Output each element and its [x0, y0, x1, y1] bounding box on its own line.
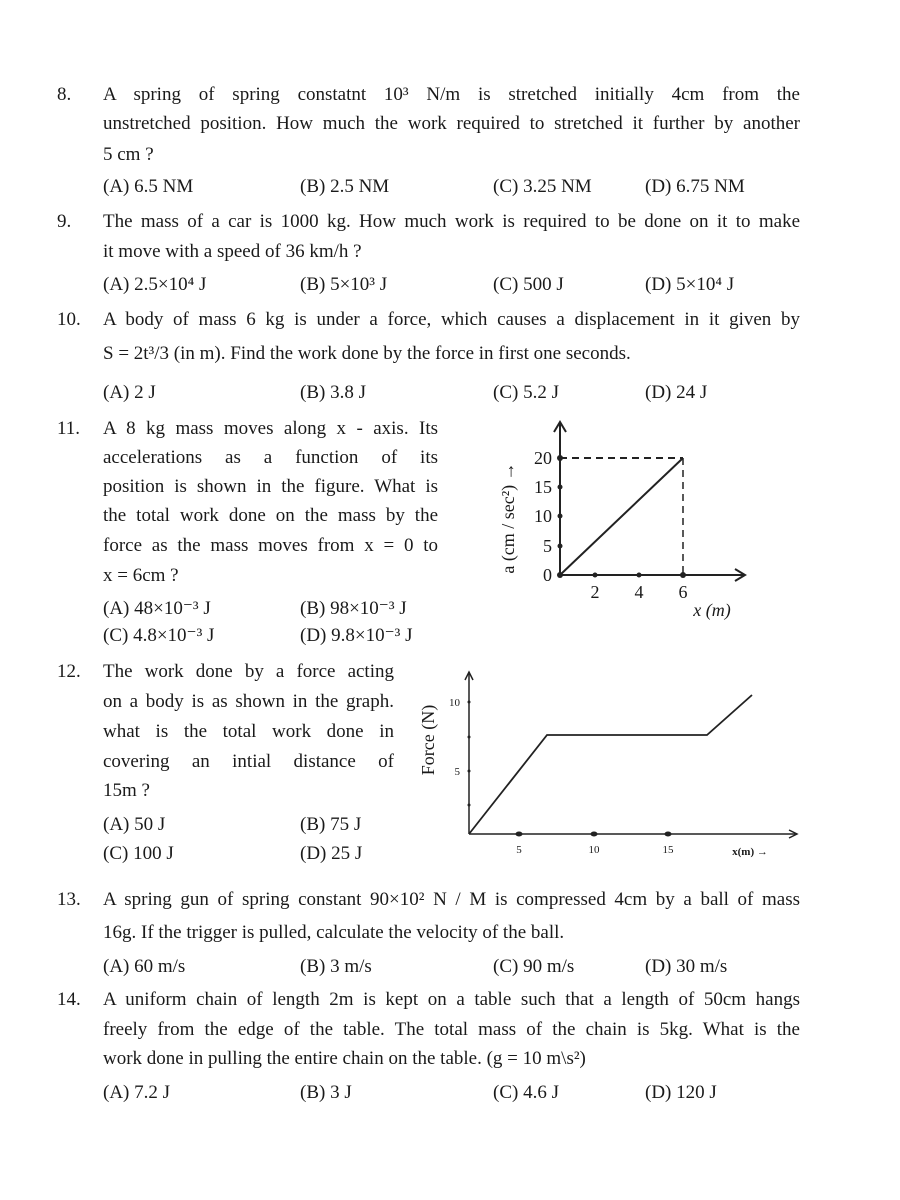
answer-option-c[interactable]: (C) 3.25 NM [493, 176, 592, 197]
answer-option-a[interactable]: (A) 6.5 NM [103, 176, 194, 197]
y-tick-label: 0 [543, 565, 552, 585]
answer-option-c[interactable]: (C) 4.8×10⁻³ J [103, 625, 215, 646]
answer-option-a[interactable]: (A) 7.2 J [103, 1082, 171, 1103]
question-text-line: A uniform chain of length 2m is kept on a table such that a length of 50cm hangs [103, 989, 800, 1010]
answer-option-c[interactable]: (C) 500 J [493, 274, 564, 295]
question-text-line: freely from the edge of the table. The total mass of the chain is 5kg. What is the [103, 1019, 800, 1040]
answer-option-a[interactable]: (A) 2.5×10⁴ J [103, 274, 207, 295]
x-tick-label: 2 [590, 582, 600, 602]
answer-option-d[interactable]: (D) 9.8×10⁻³ J [300, 625, 413, 646]
answer-option-d[interactable]: (D) 30 m/s [645, 956, 728, 977]
answer-option-c[interactable]: (C) 4.6 J [493, 1082, 559, 1103]
answer-option-a[interactable]: (A) 50 J [103, 814, 166, 835]
answer-option-c[interactable]: (C) 90 m/s [493, 956, 575, 977]
figure-12-force-graph [410, 660, 810, 870]
question-text-line: what is the total work done in [103, 721, 394, 742]
answer-option-d[interactable]: (D) 120 J [645, 1082, 717, 1103]
y-tick-label: 10 [449, 697, 460, 709]
question-text-line: A body of mass 6 kg is under a force, which causes a displacement in it given by [103, 309, 800, 330]
answer-option-a[interactable]: (A) 48×10⁻³ J [103, 598, 211, 619]
answer-option-b[interactable]: (B) 5×10³ J [300, 274, 388, 295]
question-text-line: The work done by a force acting [103, 661, 394, 682]
x-axis-label: x (m) [693, 600, 731, 620]
question-text-line: it move with a speed of 36 km/h ? [103, 241, 362, 262]
question-number: 12. [57, 661, 81, 682]
answer-option-b[interactable]: (B) 2.5 NM [300, 176, 390, 197]
answer-option-d[interactable]: (D) 25 J [300, 843, 363, 864]
answer-option-b[interactable]: (B) 98×10⁻³ J [300, 598, 407, 619]
question-number: 11. [57, 418, 81, 439]
figure-11-acceleration-graph [490, 410, 760, 630]
x-tick-label: 6 [678, 582, 688, 602]
question-text-line: accelerations as a function of its [103, 447, 438, 468]
answer-option-d[interactable]: (D) 5×10⁴ J [645, 274, 735, 295]
question-text-line: 15m ? [103, 780, 150, 801]
question-number: 10. [57, 309, 81, 330]
answer-option-d[interactable]: (D) 6.75 NM [645, 176, 745, 197]
y-axis-label: Force (N) [418, 704, 438, 776]
y-tick-label: 20 [534, 448, 552, 468]
y-tick-label: 10 [534, 506, 552, 526]
question-text-line: covering an intial distance of [103, 751, 394, 772]
x-tick-label: 15 [662, 844, 674, 856]
y-tick-label: 5 [454, 766, 460, 778]
question-text-line: A 8 kg mass moves along x - axis. Its [103, 418, 438, 439]
question-number: 9. [57, 211, 72, 232]
question-text-line: A spring gun of spring constant 90×10² N / M is compressed 4cm by a ball of mass [103, 889, 800, 910]
y-axis-label: a (cm / sec²) → [498, 462, 518, 574]
question-number: 14. [57, 989, 81, 1010]
question-number: 8. [57, 84, 72, 105]
question-text-line: the total work done on the mass by the [103, 505, 438, 526]
x-tick-label: 10 [588, 844, 600, 856]
answer-option-b[interactable]: (B) 3 m/s [300, 956, 372, 977]
answer-option-b[interactable]: (B) 3 J [300, 1082, 352, 1103]
question-text-line: unstretched position. How much the work required to stretched it further by another [103, 113, 800, 134]
answer-option-a[interactable]: (A) 2 J [103, 382, 156, 403]
y-tick-label: 15 [534, 477, 552, 497]
answer-option-a[interactable]: (A) 60 m/s [103, 956, 186, 977]
answer-option-b[interactable]: (B) 75 J [300, 814, 362, 835]
question-text-line: force as the mass moves from x = 0 to [103, 535, 438, 556]
question-text-line: on a body is as shown in the graph. [103, 691, 394, 712]
question-text-line: 16g. If the trigger is pulled, calculate the velocity of the ball. [103, 922, 565, 943]
answer-option-c[interactable]: (C) 100 J [103, 843, 174, 864]
y-tick-label: 5 [543, 536, 552, 556]
x-tick-label: 4 [634, 582, 644, 602]
x-axis-label: x(m) → [732, 846, 768, 858]
question-text-line: position is shown in the figure. What is [103, 476, 438, 497]
question-text-line: A spring of spring constatnt 10³ N/m is stretched initially 4cm from the [103, 84, 800, 105]
x-tick-label: 5 [516, 844, 522, 856]
question-number: 13. [57, 889, 81, 910]
question-text-line: The mass of a car is 1000 kg. How much work is required to be done on it to make [103, 211, 800, 232]
answer-option-d[interactable]: (D) 24 J [645, 382, 708, 403]
force-curve [469, 695, 752, 834]
answer-option-b[interactable]: (B) 3.8 J [300, 382, 366, 403]
question-text-line: 5 cm ? [103, 144, 154, 165]
question-text-line: S = 2t³/3 (in m). Find the work done by the force in first one seconds. [103, 343, 631, 364]
question-text-line: x = 6cm ? [103, 565, 179, 586]
question-text-line: work done in pulling the entire chain on the table. (g = 10 m\s²) [103, 1048, 586, 1069]
data-line [560, 458, 683, 575]
answer-option-c[interactable]: (C) 5.2 J [493, 382, 559, 403]
